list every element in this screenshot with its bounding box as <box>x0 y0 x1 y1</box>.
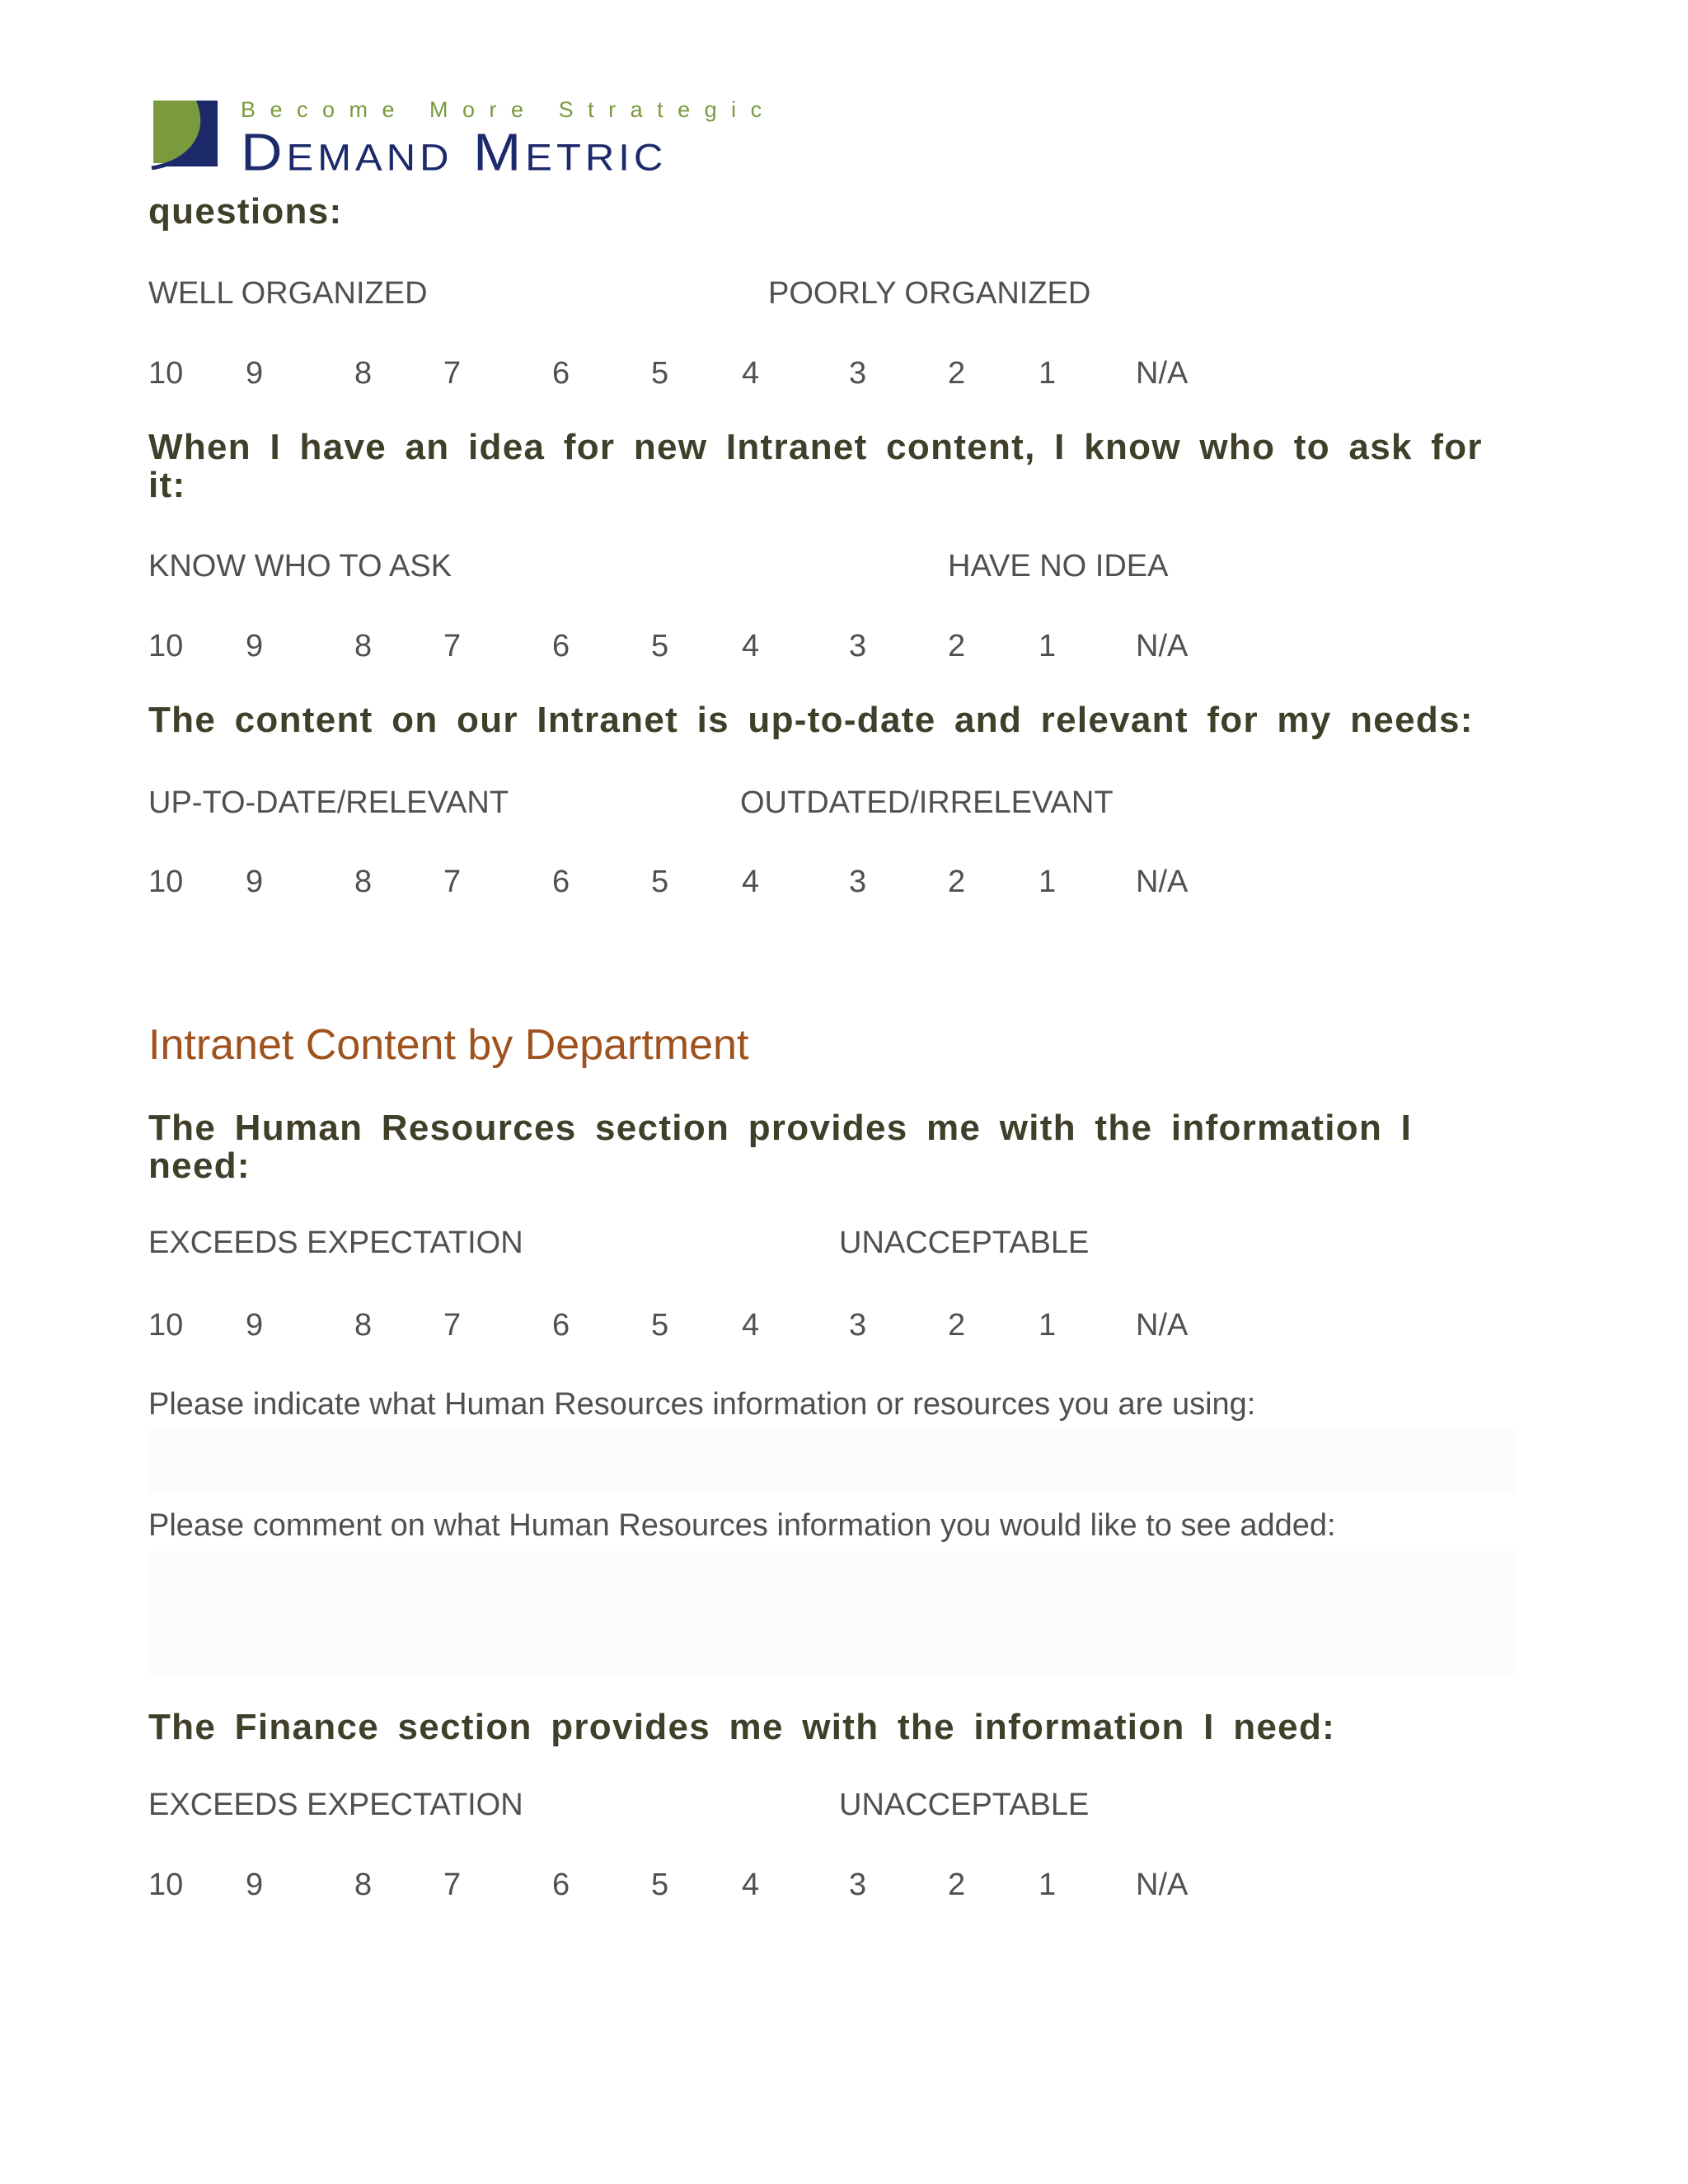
rating-option-9[interactable]: 9 <box>246 865 264 899</box>
rating-option-1[interactable]: 1 <box>1039 629 1057 663</box>
scale-left-label: UP-TO-DATE/RELEVANT <box>148 785 509 820</box>
rating-option-5[interactable]: 5 <box>651 1868 669 1902</box>
rating-option-3[interactable]: 3 <box>849 1308 867 1343</box>
scale-right-label: POORLY ORGANIZED <box>768 276 1091 311</box>
rating-option-3[interactable]: 3 <box>849 629 867 663</box>
rating-option-na[interactable]: N/A <box>1136 1868 1189 1902</box>
hr-using-response-field[interactable] <box>148 1430 1517 1494</box>
prompt-hr-added: Please comment on what Human Resources information you would like to see added: <box>148 1508 1336 1543</box>
question-organization: questions: <box>148 191 343 232</box>
rating-option-1[interactable]: 1 <box>1039 356 1057 391</box>
section-title: Intranet Content by Department <box>148 1021 749 1069</box>
rating-option-5[interactable]: 5 <box>651 356 669 391</box>
rating-option-9[interactable]: 9 <box>246 356 264 391</box>
rating-option-4[interactable]: 4 <box>742 1308 760 1343</box>
question-human-resources: The Human Resources section provides me with the information I need: <box>148 1108 1413 1186</box>
logo-mark-icon <box>148 97 219 170</box>
rating-option-1[interactable]: 1 <box>1039 1868 1057 1902</box>
rating-option-1[interactable]: 1 <box>1039 865 1057 899</box>
rating-option-3[interactable]: 3 <box>849 865 867 899</box>
rating-option-na[interactable]: N/A <box>1136 629 1189 663</box>
scale-right-label: OUTDATED/IRRELEVANT <box>740 785 1114 820</box>
rating-option-na[interactable]: N/A <box>1136 865 1189 899</box>
rating-option-9[interactable]: 9 <box>246 1308 264 1343</box>
rating-option-4[interactable]: 4 <box>742 356 760 391</box>
rating-option-10[interactable]: 10 <box>148 865 184 899</box>
rating-option-na[interactable]: N/A <box>1136 356 1189 391</box>
rating-option-6[interactable]: 6 <box>552 629 570 663</box>
rating-option-2[interactable]: 2 <box>948 1868 966 1902</box>
rating-option-2[interactable]: 2 <box>948 865 966 899</box>
rating-option-8[interactable]: 8 <box>354 1868 373 1902</box>
rating-option-3[interactable]: 3 <box>849 1868 867 1902</box>
rating-option-10[interactable]: 10 <box>148 356 184 391</box>
question-know-who-to-ask: When I have an idea for new Intranet content, I know who to ask for it: <box>148 427 1483 505</box>
rating-option-5[interactable]: 5 <box>651 1308 669 1343</box>
scale-left-label: KNOW WHO TO ASK <box>148 549 452 583</box>
rating-option-4[interactable]: 4 <box>742 865 760 899</box>
rating-option-2[interactable]: 2 <box>948 356 966 391</box>
rating-option-4[interactable]: 4 <box>742 1868 760 1902</box>
rating-option-7[interactable]: 7 <box>443 1308 462 1343</box>
rating-option-6[interactable]: 6 <box>552 865 570 899</box>
scale-left-label: EXCEEDS EXPECTATION <box>148 1788 523 1822</box>
rating-option-7[interactable]: 7 <box>443 629 462 663</box>
question-finance: The Finance section provides me with the information I need: <box>148 1707 1336 1747</box>
hr-added-response-field[interactable] <box>148 1551 1517 1675</box>
rating-option-6[interactable]: 6 <box>552 356 570 391</box>
rating-option-8[interactable]: 8 <box>354 356 373 391</box>
rating-option-10[interactable]: 10 <box>148 1308 184 1343</box>
rating-option-7[interactable]: 7 <box>443 356 462 391</box>
rating-option-1[interactable]: 1 <box>1039 1308 1057 1343</box>
rating-option-6[interactable]: 6 <box>552 1868 570 1902</box>
rating-option-9[interactable]: 9 <box>246 629 264 663</box>
scale-right-label: UNACCEPTABLE <box>839 1788 1090 1822</box>
rating-option-10[interactable]: 10 <box>148 1868 184 1902</box>
rating-option-6[interactable]: 6 <box>552 1308 570 1343</box>
rating-option-8[interactable]: 8 <box>354 1308 373 1343</box>
rating-option-2[interactable]: 2 <box>948 1308 966 1343</box>
rating-option-9[interactable]: 9 <box>246 1868 264 1902</box>
rating-option-5[interactable]: 5 <box>651 629 669 663</box>
rating-option-7[interactable]: 7 <box>443 1868 462 1902</box>
prompt-hr-using: Please indicate what Human Resources information or resources you are using: <box>148 1387 1256 1422</box>
rating-option-4[interactable]: 4 <box>742 629 760 663</box>
rating-option-3[interactable]: 3 <box>849 356 867 391</box>
rating-option-8[interactable]: 8 <box>354 865 373 899</box>
scale-right-label: HAVE NO IDEA <box>948 549 1169 583</box>
scale-left-label: EXCEEDS EXPECTATION <box>148 1226 523 1260</box>
rating-option-na[interactable]: N/A <box>1136 1308 1189 1343</box>
rating-option-7[interactable]: 7 <box>443 865 462 899</box>
logo-tagline: Become More Strategic <box>241 97 776 122</box>
rating-option-10[interactable]: 10 <box>148 629 184 663</box>
rating-option-8[interactable]: 8 <box>354 629 373 663</box>
logo-brand-name: Demand Metric <box>241 122 668 182</box>
scale-left-label: WELL ORGANIZED <box>148 276 428 311</box>
scale-right-label: UNACCEPTABLE <box>839 1226 1090 1260</box>
rating-option-5[interactable]: 5 <box>651 865 669 899</box>
rating-option-2[interactable]: 2 <box>948 629 966 663</box>
question-content-up-to-date: The content on our Intranet is up-to-date and relevant for my needs: <box>148 700 1474 740</box>
